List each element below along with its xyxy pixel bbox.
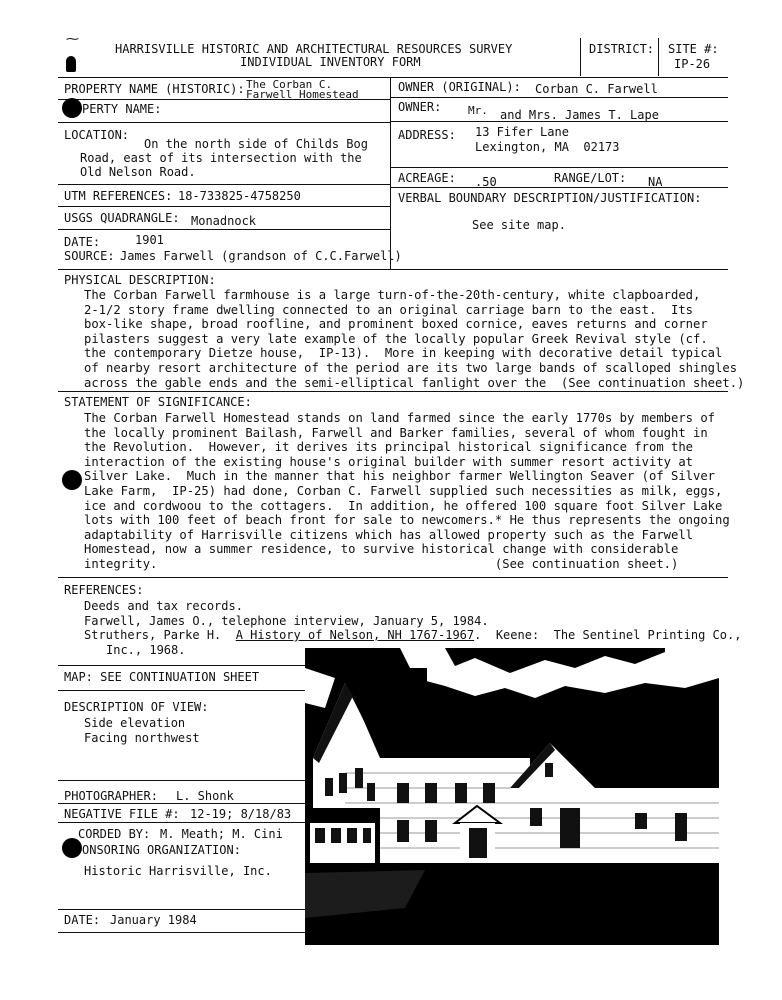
- significance-line: the locally prominent Bailash, Farwell and Barker families, several of whom fought in: [84, 425, 708, 440]
- site-value: IP-26: [674, 57, 711, 71]
- historic-name-label: PROPERTY NAME (HISTORIC):: [64, 82, 245, 96]
- acreage-value: .50: [475, 175, 497, 189]
- reference-line: Farwell, James O., telephone interview, January 5, 1984.: [84, 614, 489, 628]
- location-line3: Old Nelson Road.: [80, 165, 196, 179]
- source-value: James Farwell (grandson of C.C.Farwell): [120, 249, 402, 263]
- date-label: DATE:: [64, 235, 101, 249]
- district-label: DISTRICT:: [589, 42, 655, 56]
- house-photograph: [305, 648, 719, 945]
- punch-hole-3: [62, 838, 82, 858]
- common-name-label: PERTY NAME:: [82, 102, 162, 116]
- negative-file-label: NEGATIVE FILE #:: [64, 807, 180, 821]
- physical-line: the contemporary Dietze house, IP-13). More in keeping with decorative detail typical: [84, 346, 723, 361]
- physical-line: pilasters suggest a very late example of the locally popular Greek Revival style (cf.: [84, 331, 708, 346]
- physical-description-label: PHYSICAL DESCRIPTION:: [64, 273, 216, 287]
- boundary-label: VERBAL BOUNDARY DESCRIPTION/JUSTIFICATION:: [398, 191, 702, 205]
- location-label: LOCATION:: [64, 128, 130, 142]
- significance-line: Silver Lake. Much in the manner that his neighbor farmer Wellington Seaver (of Silver: [84, 469, 716, 484]
- reference-book-title: A History of Nelson, NH 1767-1967: [235, 628, 475, 642]
- physical-line: The Corban Farwell farmhouse is a large turn-of-the-20th-century, white clapboarded,: [84, 288, 701, 302]
- historic-name-line1: The Corban C.: [246, 78, 333, 91]
- acreage-label: ACREAGE:: [398, 171, 456, 185]
- physical-line: of nearby resort architecture of the period are its two large bands of scalloped shingles: [84, 360, 738, 375]
- negative-file-value: 12-19; 8/18/83: [190, 807, 292, 821]
- survey-title: HARRISVILLE HISTORIC AND ARCHITECTURAL RESOURCES SURVEY: [115, 42, 513, 56]
- reference-line-struthers: [84, 628, 741, 642]
- photographer-label: PHOTOGRAPHER:: [64, 789, 158, 803]
- address-line1: 13 Fifer Lane: [475, 125, 569, 139]
- reference-publisher: . Keene: The Sentinel Printing Co.,: [474, 628, 742, 642]
- view-label: DESCRIPTION OF VIEW:: [64, 700, 209, 714]
- significance-line: Lake Farm, IP-25) had done, Corban C. Farwell supplied such necessities as milk, eggs,: [84, 483, 723, 498]
- address-label: ADDRESS:: [398, 128, 456, 142]
- source-label: SOURCE:: [64, 249, 115, 263]
- recorded-by-value: M. Meath; M. Cini: [160, 827, 283, 841]
- form-subtitle: INDIVIDUAL INVENTORY FORM: [240, 55, 421, 69]
- form-date-value: January 1984: [110, 913, 197, 927]
- significance-line: ice and cordwoou to the cottagers. In addition, he offered 100 square foot Silver Lake: [84, 498, 723, 513]
- owner-value: and Mrs. James T. Lape: [500, 108, 659, 122]
- significance-line: lots with 100 feet of beach front for sale to newcomers.* He thus represents the ongoing: [84, 513, 730, 528]
- location-line2: Road, east of its intersection with the: [80, 151, 362, 165]
- reference-line: Inc., 1968.: [106, 643, 186, 657]
- significance-line: The Corban Farwell Homestead stands on land farmed since the early 1770s by members of: [84, 411, 716, 425]
- owner-original-value: Corban C. Farwell: [535, 82, 658, 96]
- owner-title: Mr.: [468, 104, 488, 117]
- map-label: MAP: SEE CONTINUATION SHEET: [64, 670, 260, 684]
- owner-label: OWNER:: [398, 100, 442, 114]
- significance-line: the Revolution. However, it derives its principal historical significance from the: [84, 440, 694, 455]
- view-line1: Side elevation: [84, 716, 186, 730]
- photographer-value: L. Shonk: [176, 789, 234, 803]
- utm-value: 18-733825-4758250: [178, 189, 301, 203]
- site-label: SITE #:: [668, 42, 719, 56]
- address-line2: Lexington, MA 02173: [475, 140, 620, 154]
- utm-label: UTM REFERENCES:: [64, 189, 173, 203]
- significance-line: adaptability of Harrisville citizens which has allowed property such as the Farwell: [84, 527, 694, 542]
- historic-name-line2: Farwell Homestead: [246, 88, 359, 101]
- physical-line: 2-1/2 story frame dwelling connected to an original carriage barn to the east. Its: [84, 302, 694, 317]
- range-lot-value: NA: [648, 175, 663, 189]
- punch-hole-2: [62, 470, 82, 490]
- reference-author: Struthers, Parke H.: [84, 628, 236, 642]
- usgs-label: USGS QUADRANGLE:: [64, 211, 180, 225]
- punch-hole-1: [62, 98, 82, 118]
- location-line1: On the north side of Childs Bog: [144, 137, 368, 151]
- view-line2: Facing northwest: [84, 731, 200, 745]
- physical-description-text: [84, 288, 744, 390]
- significance-line: interaction of the existing house's original builder with summer resort activity at: [84, 454, 694, 469]
- pin-icon: [66, 56, 76, 72]
- significance-text: [84, 411, 730, 572]
- significance-line: Homestead, now a summer residence, to survive historical change with considerable: [84, 542, 679, 557]
- scribble-mark: ⁓: [66, 32, 79, 47]
- sponsor-value: Historic Harrisville, Inc.: [84, 864, 272, 878]
- boundary-value: See site map.: [472, 218, 566, 232]
- sponsor-label: ONSORING ORGANIZATION:: [82, 843, 241, 857]
- significance-label: STATEMENT OF SIGNIFICANCE:: [64, 395, 252, 409]
- physical-line: box-like shape, broad roofline, and prominent boxed cornice, eaves returns and corner: [84, 317, 708, 332]
- reference-line: Deeds and tax records.: [84, 599, 243, 613]
- form-date-label: DATE:: [64, 913, 101, 927]
- owner-original-label: OWNER (ORIGINAL):: [398, 80, 521, 94]
- date-value: 1901: [135, 233, 164, 247]
- range-lot-label: RANGE/LOT:: [554, 171, 627, 185]
- references-label: REFERENCES:: [64, 583, 144, 597]
- significance-line: integrity. (See continuation sheet.): [84, 556, 679, 571]
- usgs-value: Monadnock: [191, 214, 257, 228]
- physical-line: across the gable ends and the semi-elliptical fanlight over the (See continuation sheet.): [84, 375, 745, 390]
- recorded-by-label: CORDED BY:: [78, 827, 151, 841]
